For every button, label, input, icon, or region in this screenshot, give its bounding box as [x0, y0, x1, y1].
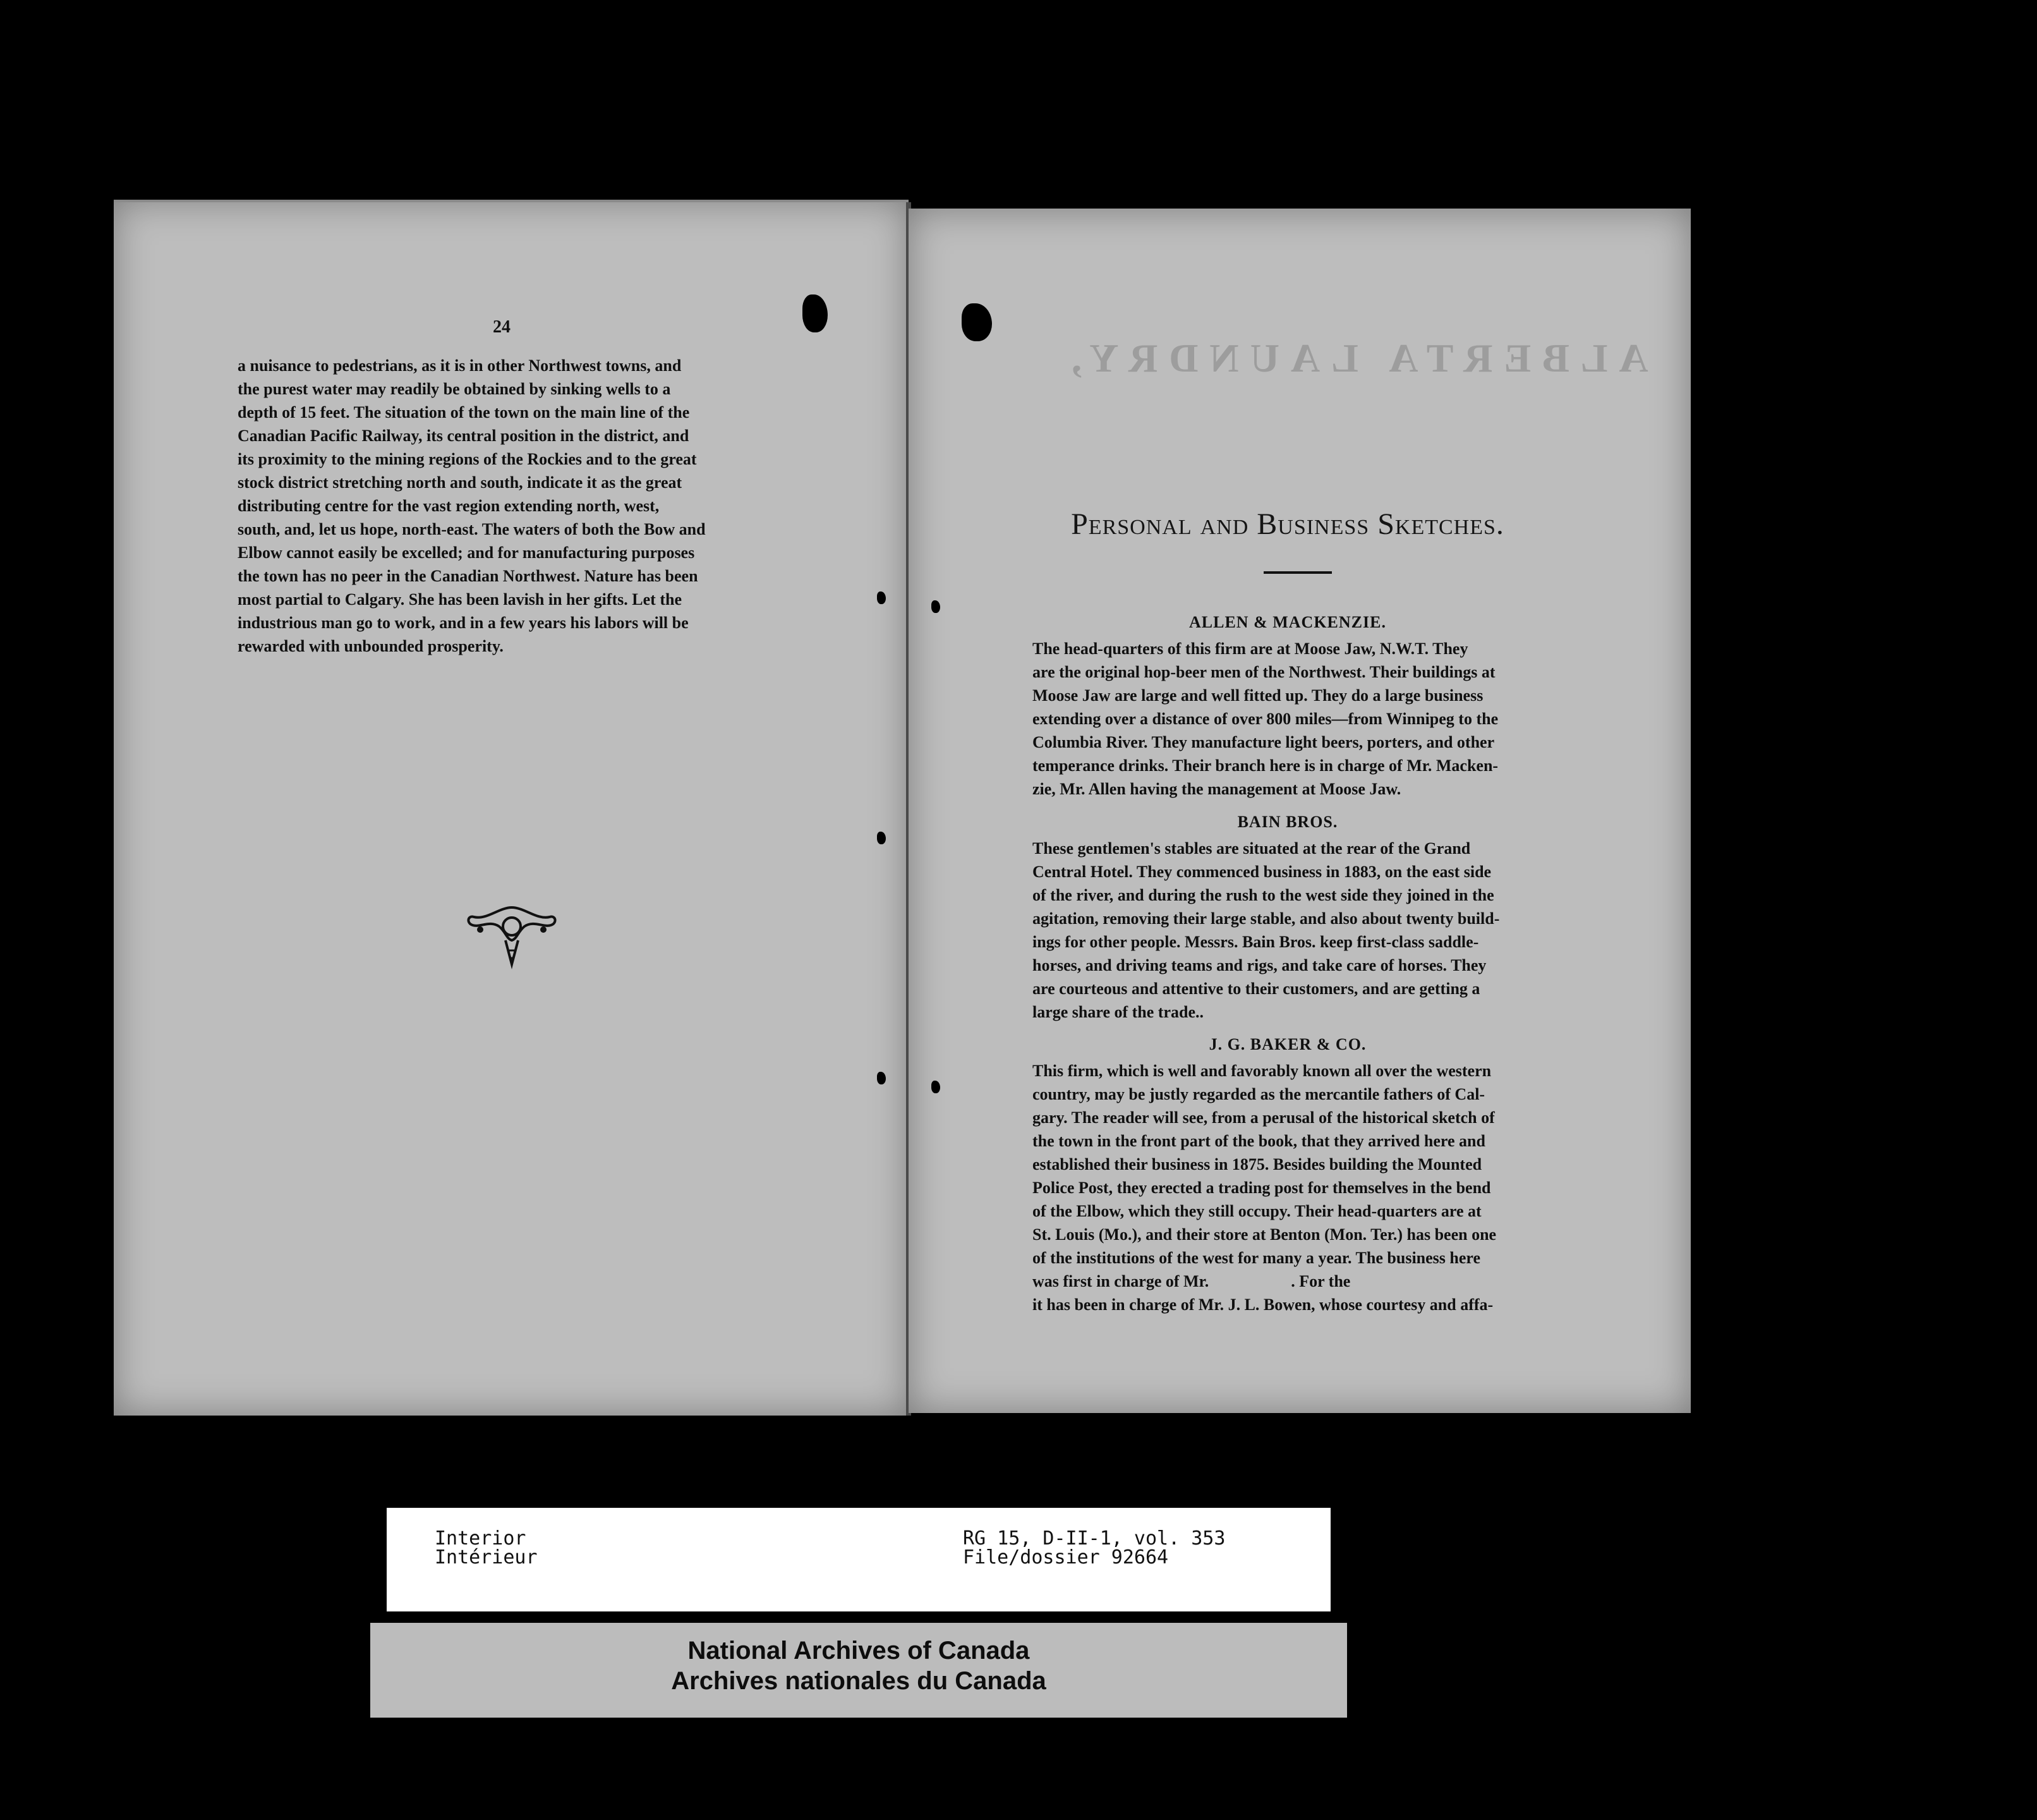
body-line: Elbow cannot easily be excelled; and for manufacturing purposes	[238, 543, 695, 562]
ornament-icon	[461, 901, 562, 977]
left-page	[114, 200, 909, 1416]
page-edge	[114, 200, 909, 202]
body-line: of the Elbow, which they still occupy. Their head-quarters are at	[1032, 1202, 1482, 1220]
body-line: the town in the front part of the book, that they arrived here and	[1032, 1132, 1485, 1150]
body-line: These gentlemen's stables are situated at the rear of the Grand	[1032, 839, 1471, 858]
body-line: gary. The reader will see, from a perusal of the historical sketch of	[1032, 1108, 1495, 1127]
body-line: Police Post, they erected a trading post for themselves in the bend	[1032, 1179, 1491, 1197]
body-line: it has been in charge of Mr. J. L. Bowen, whose courtesy and affa-	[1032, 1295, 1494, 1314]
body-line: depth of 15 feet. The situation of the town on the main line of the	[238, 403, 690, 422]
firm-title: ALLEN & MACKENZIE.	[1189, 613, 1386, 631]
firm-entry	[1032, 637, 1571, 801]
body-line: Columbia River. They manufacture light beers, porters, and other	[1032, 733, 1495, 751]
body-line: large share of the trade..	[1032, 1003, 1204, 1021]
binding-hole	[931, 600, 940, 613]
department-fr: Intérieur	[435, 1546, 538, 1568]
body-line: was first in charge of Mr. . For the	[1032, 1272, 1351, 1290]
binding-hole	[802, 294, 828, 332]
archives-name-fr: Archives nationales du Canada	[671, 1667, 1046, 1695]
body-line: the town has no peer in the Canadian Northwest. Nature has been	[238, 567, 698, 585]
body-line: established their business in 1875. Besides building the Mounted	[1032, 1155, 1482, 1174]
body-line: a nuisance to pedestrians, as it is in other Northwest towns, and	[238, 356, 682, 375]
section-heading: Personal and Business Sketches.	[1071, 507, 1504, 541]
left-page-body	[238, 354, 776, 658]
bleed-through-text: ALBERTA LAUNDRY,	[1060, 336, 1648, 380]
record-group-reference: RG 15, D-II-1, vol. 353	[963, 1527, 1226, 1550]
body-line: horses, and driving teams and rigs, and take care of horses. They	[1032, 956, 1487, 974]
firm-title: BAIN BROS.	[1237, 813, 1338, 831]
body-line: are the original hop-beer men of the Northwest. Their buildings at	[1032, 663, 1496, 681]
archives-name-en: National Archives of Canada	[687, 1637, 1030, 1665]
binding-hole	[877, 592, 886, 604]
body-line: distributing centre for the vast region extending north, west,	[238, 497, 660, 515]
department-en: Interior	[435, 1527, 526, 1550]
file-number: File/dossier 92664	[963, 1546, 1169, 1568]
body-line: country, may be justly regarded as the mercantile fathers of Cal-	[1032, 1085, 1485, 1103]
right-page	[909, 209, 1691, 1413]
heading-rule	[1264, 571, 1332, 574]
body-line: rewarded with unbounded prosperity.	[238, 637, 504, 655]
body-line: Canadian Pacific Railway, its central position in the district, and	[238, 427, 689, 445]
body-line: Central Hotel. They commenced business in 1883, on the east side	[1032, 863, 1492, 881]
archive-reference-label	[387, 1508, 1331, 1611]
firm-title: J. G. BAKER & CO.	[1209, 1035, 1367, 1053]
body-line: extending over a distance of over 800 miles—from Winnipeg to the	[1032, 710, 1499, 728]
binding-hole	[931, 1081, 940, 1093]
body-line: its proximity to the mining regions of the Rockies and to the great	[238, 450, 697, 468]
body-line: stock district stretching north and south, indicate it as the great	[238, 473, 682, 492]
firm-entry	[1032, 1059, 1571, 1316]
body-line: agitation, removing their large stable, and also about twenty build-	[1032, 909, 1500, 928]
body-line: ings for other people. Messrs. Bain Bros. keep first-class saddle-	[1032, 933, 1479, 951]
body-line: The head-quarters of this firm are at Moose Jaw, N.W.T. They	[1032, 640, 1468, 658]
binding-hole	[877, 1072, 886, 1084]
body-line: temperance drinks. Their branch here is in charge of Mr. Macken-	[1032, 756, 1499, 775]
firm-entry	[1032, 837, 1571, 1024]
body-line: of the institutions of the west for many a year. The business here	[1032, 1249, 1481, 1267]
body-line: industrious man go to work, and in a few years his labors will be	[238, 614, 689, 632]
body-line: south, and, let us hope, north-east. The waters of both the Bow and	[238, 520, 706, 538]
body-line: of the river, and during the rush to the west side they joined in the	[1032, 886, 1494, 904]
body-line: This firm, which is well and favorably known all over the western	[1032, 1062, 1492, 1080]
body-line: most partial to Calgary. She has been lavish in her gifts. Let the	[238, 590, 682, 609]
body-line: zie, Mr. Allen having the management at Moose Jaw.	[1032, 780, 1401, 798]
body-line: St. Louis (Mo.), and their store at Benton (Mon. Ter.) has been one	[1032, 1225, 1497, 1244]
body-line: the purest water may readily be obtained by sinking wells to a	[238, 380, 671, 398]
page-number: 24	[493, 317, 511, 337]
binding-hole	[877, 832, 886, 844]
archives-banner	[370, 1623, 1347, 1718]
body-line: are courteous and attentive to their customers, and are getting a	[1032, 980, 1480, 998]
binding-hole	[962, 303, 992, 341]
body-line: Moose Jaw are large and well fitted up. They do a large business	[1032, 686, 1484, 705]
